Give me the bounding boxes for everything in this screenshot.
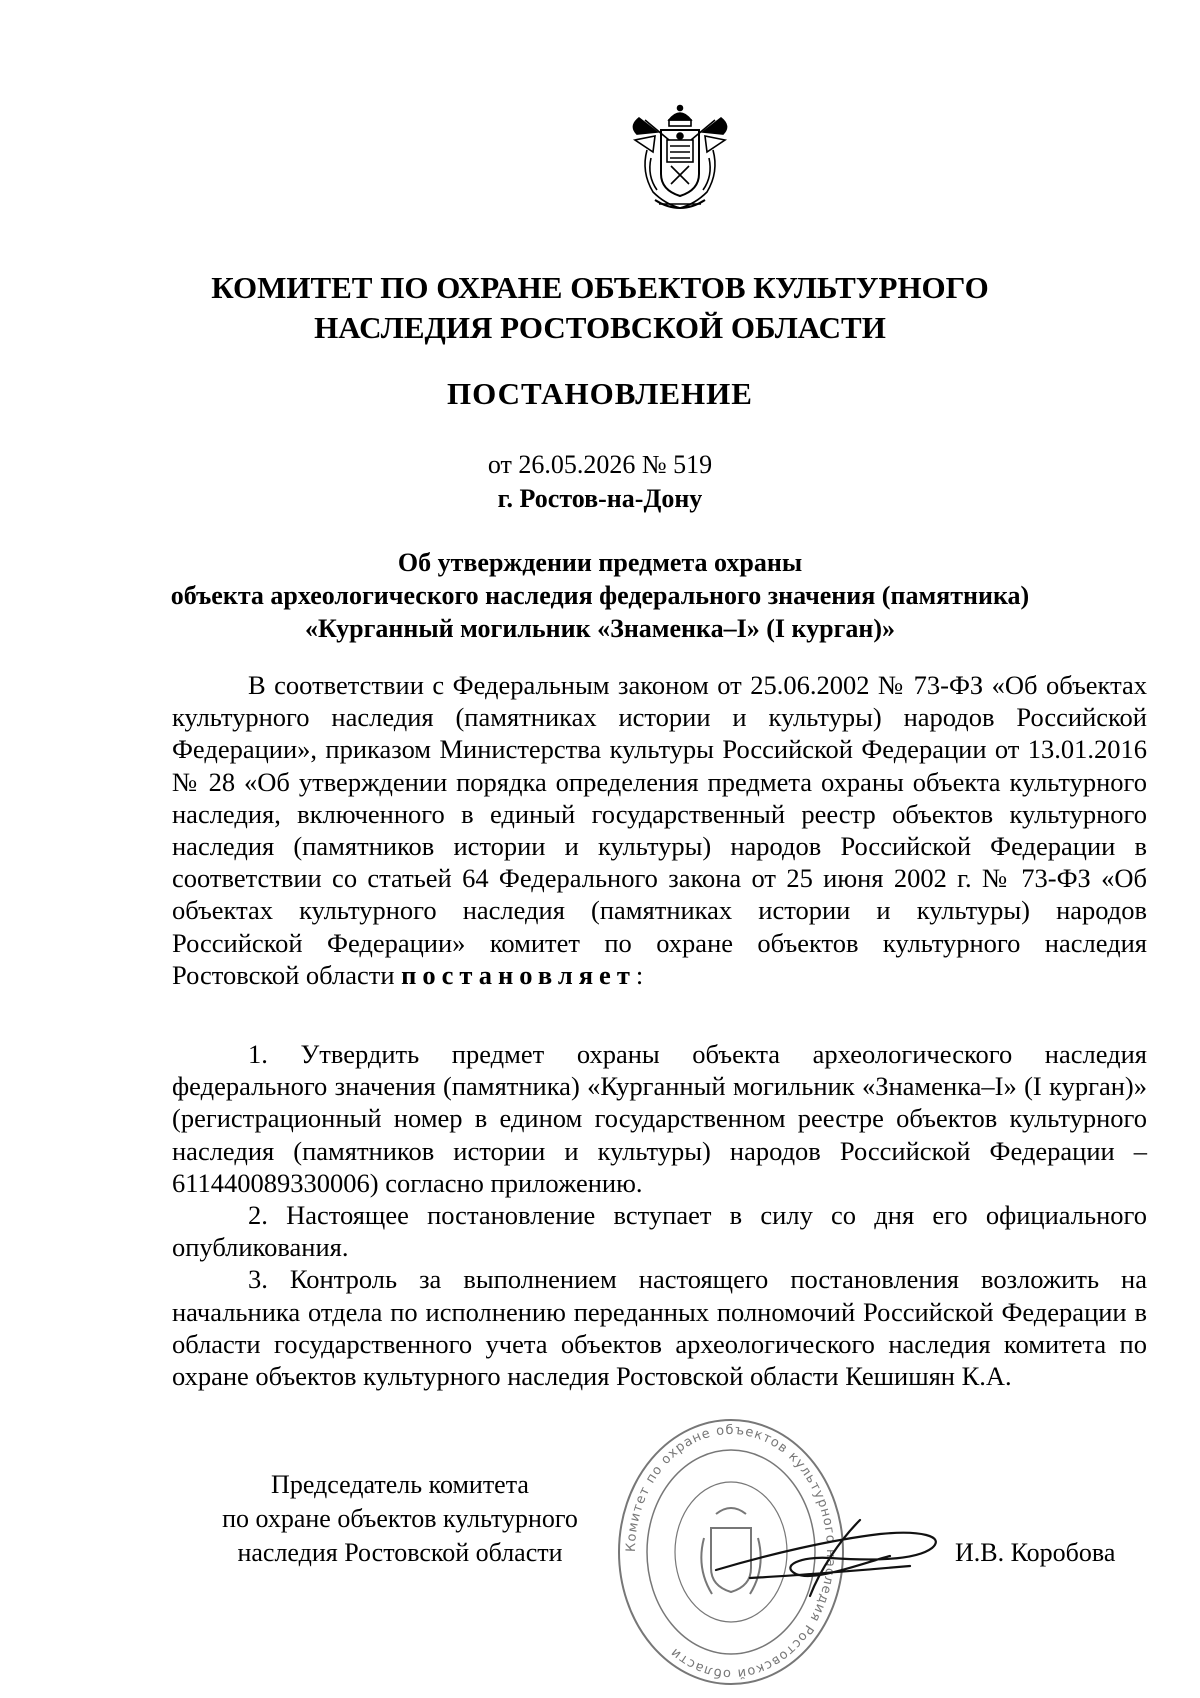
organization-line-2: НАСЛЕДИЯ РОСТОВСКОЙ ОБЛАСТИ	[314, 310, 886, 345]
decree-item-3: 3. Контроль за выполнением настоящего постановления возложить на начальника отдела по исполнению переданных полномочий Российской Федерации в области государственного учета объектов археологического наследия комитета по охране объектов культурного наследия Ростовской области Кешишян К.А.	[172, 1264, 1147, 1392]
document-city: г. Ростов-на-Дону	[497, 484, 703, 513]
signatory-name: И.В. Коробова	[955, 1538, 1116, 1567]
organization-line-1: КОМИТЕТ ПО ОХРАНЕ ОБЪЕКТОВ КУЛЬТУРНОГО	[211, 270, 989, 305]
signatory-position	[170, 1468, 630, 1570]
rostov-region-coat-of-arms-icon	[625, 100, 735, 218]
signatory-position-line-3: наследия Ростовской области	[237, 1538, 563, 1567]
document-type: ПОСТАНОВЛЕНИЕ	[447, 376, 753, 411]
decree-word: постановляет	[401, 959, 636, 990]
svg-text:Комитет по охране объектов кул: Комитет по охране объектов культурного наследия Ростовской области	[623, 1422, 839, 1682]
preamble-text: В соответствии с Федеральным законом от 25.06.2002 № 73-ФЗ «Об объектах культурного наследия (памятниках истории и культуры) народов Российской Федерации», приказом Министерства культуры Российской Федерации от 13.01.2016 № 28 «Об утверждении порядка определения предмета охраны объекта культурного наследия, включенного в единый государственный реестр объектов культурного наследия (памятников истории и культуры) народов Российской Федерации в соответствии со статьей 64 Федерального закона от 25 июня 2002 г. № 73-ФЗ «Об объектах культурного наследия (памятниках истории и культуры) народов Российской Федерации» комитет по охране объектов культурного наследия Ростовской области	[172, 670, 1147, 990]
document-date-number: от 26.05.2026 № 519	[487, 450, 713, 479]
subject-line-2: объекта археологического наследия федерального значения (памятника)	[170, 581, 1030, 610]
preamble-paragraph	[172, 669, 1147, 991]
decree-colon: :	[635, 959, 644, 990]
preamble	[172, 669, 1147, 991]
subject-line-3: «Курганный могильник «Знаменка–I» (I курган)»	[304, 614, 896, 643]
signatory-position-line-2: по охране объектов культурного	[222, 1504, 578, 1533]
decree-item-1: 1. Утвердить предмет охраны объекта археологического наследия федерального значения (памятника) «Курганный могильник «Знаменка–I» (I курган)» (регистрационный номер в едином государственном реестре объектов культурного наследия (памятников истории и культуры) народов Российской Федерации – 611440089330006) согласно приложению.	[172, 1039, 1147, 1198]
decree-item-2: 2. Настоящее постановление вступает в силу со дня его официального опубликования.	[172, 1200, 1147, 1263]
document-subject	[160, 546, 1040, 645]
handwritten-signature	[710, 1500, 950, 1610]
organization-name	[160, 268, 1040, 348]
subject-line-1: Об утверждении предмета охраны	[397, 548, 803, 577]
decree-items	[172, 1038, 1147, 1392]
signatory-position-line-1: Председатель комитета	[271, 1470, 529, 1499]
